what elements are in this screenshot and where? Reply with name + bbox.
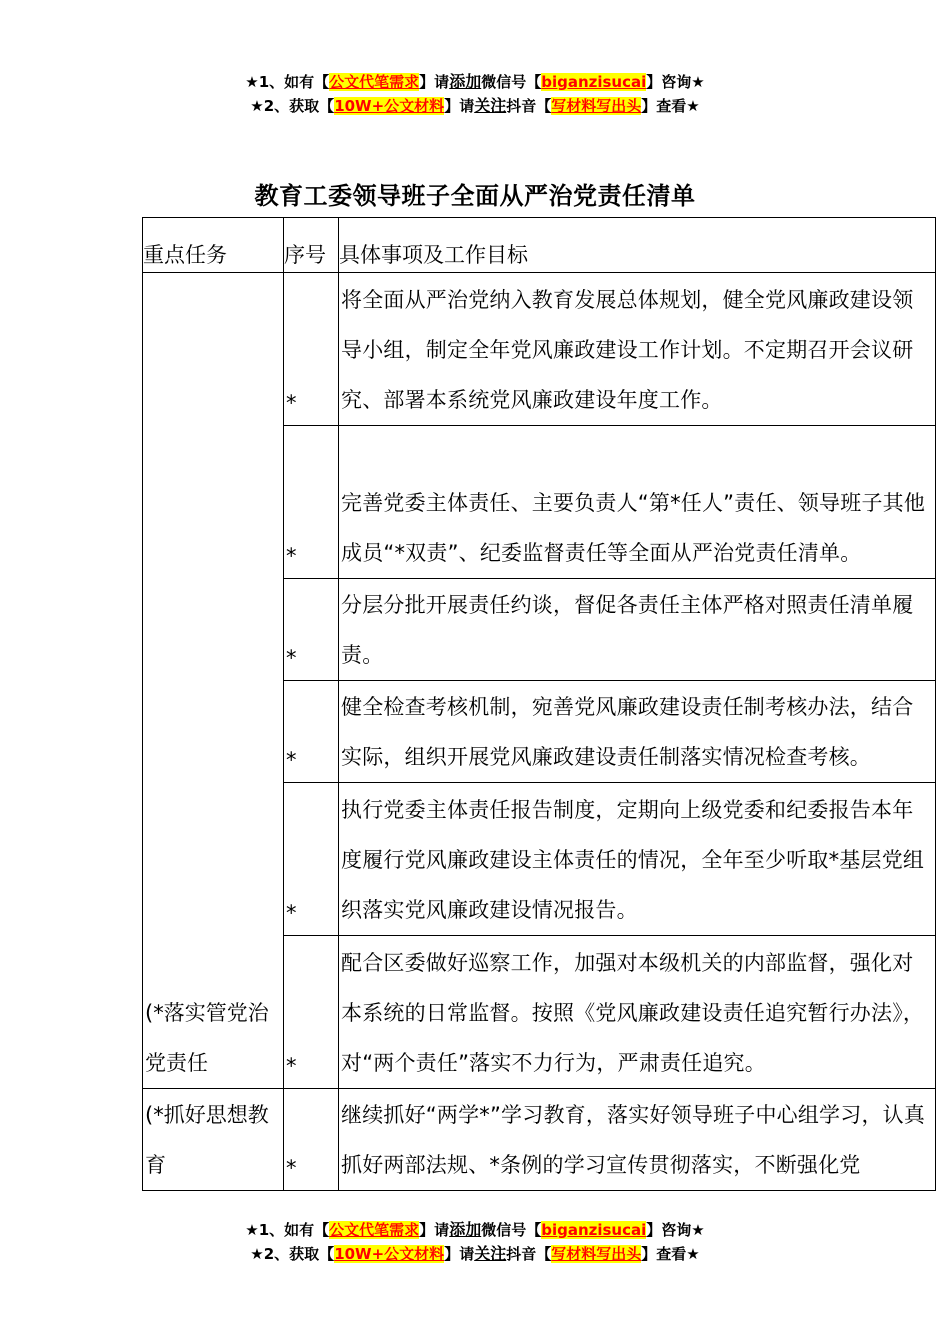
row-number: * — [284, 681, 339, 783]
promo-line-1 — [0, 1218, 950, 1242]
promo-text: 】查看★ — [641, 1245, 700, 1263]
footer-promo-banner — [0, 1218, 950, 1266]
responsibility-table — [142, 217, 936, 1191]
row-number: * — [284, 936, 339, 1089]
document-title: 教育工委领导班子全面从严治党责任清单 — [254, 182, 696, 210]
row-item: 分层分批开展责任约谈，督促各责任主体严格对照责任清单履责。 — [339, 579, 936, 681]
promo-text: ★1、如有【 — [245, 1221, 330, 1239]
promo-text: 】请 — [419, 1221, 450, 1239]
promo-highlight: 10W+公文材料 — [334, 97, 445, 115]
promo-highlight: 10W+公文材料 — [334, 1245, 445, 1263]
promo-text: 】请 — [419, 73, 450, 91]
promo-text: 抖音【 — [506, 1245, 552, 1263]
row-item: 执行党委主体责任报告制度，定期向上级党委和纪委报告本年度履行党风廉政建设主体责任的情况，全年至少听取*基层党组织落实党风廉政建设情况报告。 — [339, 783, 936, 936]
table-row — [143, 1089, 936, 1191]
promo-wechat-id: biganzisucai — [541, 1221, 647, 1239]
row-item: 配合区委做好巡察工作，加强对本级机关的内部监督，强化对本系统的日常监督。按照《党风廉政建设责任追究暂行办法》，对“两个责任”落实不力行为，严肃责任追究。 — [339, 936, 936, 1089]
promo-text: 】咨询★ — [646, 73, 705, 91]
promo-underline: 添加 — [449, 1220, 482, 1239]
header-items: 具体事项及工作目标 — [339, 218, 936, 273]
header-number: 序号 — [284, 218, 339, 273]
promo-text: 】请 — [444, 1245, 475, 1263]
promo-text: 】查看★ — [641, 97, 700, 115]
promo-wechat-id: biganzisucai — [541, 73, 647, 91]
promo-text: 微信号【 — [481, 1221, 542, 1239]
row-item: 完善党委主体责任、主要负责人“第*任人”责任、领导班子其他成员“*双责”、纪委监督责任等全面从严治党责任清单。 — [339, 426, 936, 579]
promo-douyin-id: 写材料写出头 — [551, 1245, 642, 1263]
row-item: 将全面从严治党纳入教育发展总体规划，健全党风廉政建设领导小组，制定全年党风廉政建设工作计划。不定期召开会议研究、部署本系统党风廉政建设年度工作。 — [339, 273, 936, 426]
table-row — [143, 273, 936, 426]
promo-text: 微信号【 — [481, 73, 542, 91]
promo-underline: 关注 — [474, 96, 507, 115]
promo-text: 】请 — [444, 97, 475, 115]
row-number: * — [284, 273, 339, 426]
row-item: 继续抓好“两学*”学习教育，落实好领导班子中心组学习，认真抓好两部法规、*条例的学习宣传贯彻落实，不断强化党 — [339, 1089, 936, 1191]
row-number: * — [284, 1089, 339, 1191]
row-item: 健全检查考核机制，宛善党风廉政建设责任制考核办法，结合实际，组织开展党风廉政建设责任制落实情况检查考核。 — [339, 681, 936, 783]
promo-text: 】咨询★ — [646, 1221, 705, 1239]
promo-line-2 — [0, 94, 950, 118]
table-header-row — [143, 218, 936, 273]
promo-text: ★2、获取【 — [250, 1245, 335, 1263]
promo-underline: 关注 — [474, 1244, 507, 1263]
task-cell: (*落实管党治党责任 — [143, 273, 284, 1089]
promo-line-1 — [0, 70, 950, 94]
promo-douyin-id: 写材料写出头 — [551, 97, 642, 115]
promo-text: ★2、获取【 — [250, 97, 335, 115]
row-number: * — [284, 579, 339, 681]
promo-highlight: 公文代笔需求 — [329, 1221, 420, 1239]
promo-line-2 — [0, 1242, 950, 1266]
promo-text: 抖音【 — [506, 97, 552, 115]
promo-underline: 添加 — [449, 72, 482, 91]
header-promo-banner — [0, 70, 950, 118]
row-number: * — [284, 783, 339, 936]
promo-highlight: 公文代笔需求 — [329, 73, 420, 91]
header-task: 重点任务 — [143, 218, 284, 273]
task-cell: (*抓好思想教育 — [143, 1089, 284, 1191]
row-number: * — [284, 426, 339, 579]
promo-text: ★1、如有【 — [245, 73, 330, 91]
